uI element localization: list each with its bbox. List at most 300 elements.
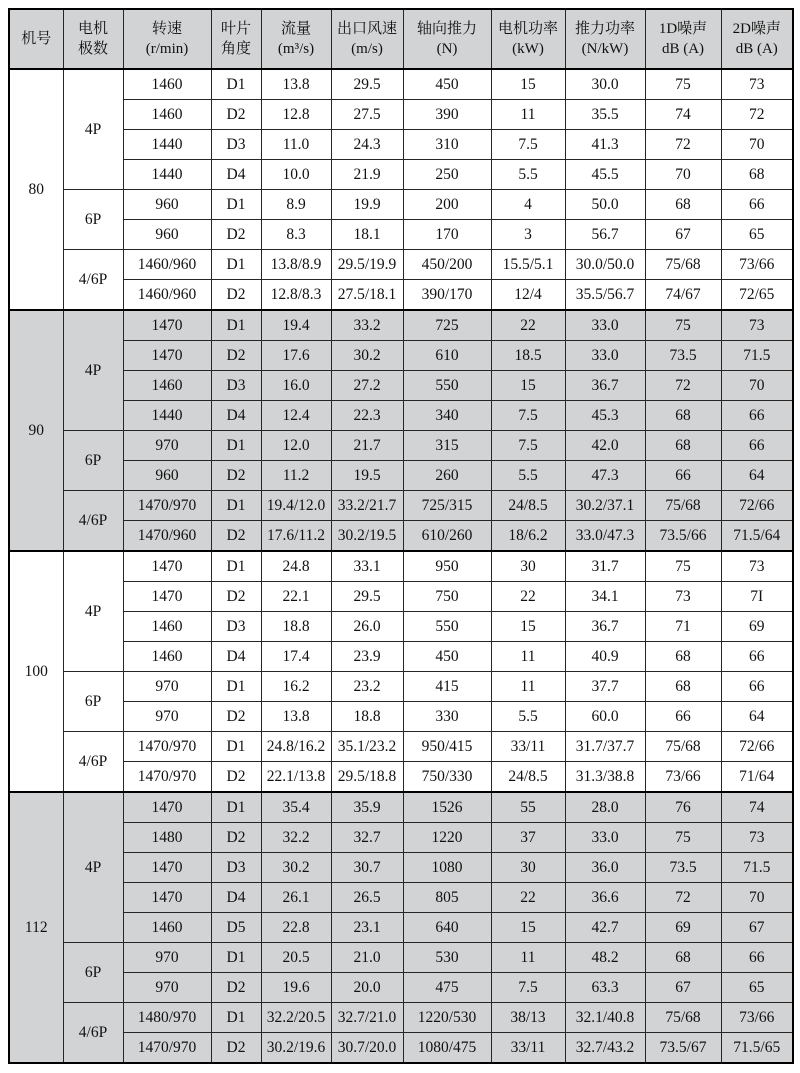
data-cell-noise-1d: 68: [645, 642, 721, 672]
data-cell-flow: 30.2: [261, 853, 331, 883]
data-cell-outlet-velocity: 18.8: [331, 702, 403, 732]
data-cell-outlet-velocity: 35.9: [331, 792, 403, 823]
data-cell-blade-angle: D3: [211, 853, 261, 883]
data-cell-noise-1d: 75: [645, 551, 721, 582]
section-machine-100: [9, 551, 793, 792]
data-cell-flow: 20.5: [261, 943, 331, 973]
data-cell-flow: 10.0: [261, 160, 331, 190]
data-cell-flow: 16.0: [261, 371, 331, 401]
table-row: [9, 461, 793, 491]
data-cell-noise-2d: 64: [721, 702, 793, 732]
data-cell-flow: 12.8: [261, 100, 331, 130]
machine-number-cell: 100: [9, 551, 63, 792]
data-cell-speed: 960: [123, 461, 211, 491]
data-cell-flow: 19.4/12.0: [261, 491, 331, 521]
table-row: [9, 582, 793, 612]
data-cell-blade-angle: D2: [211, 341, 261, 371]
data-cell-flow: 8.9: [261, 190, 331, 220]
table-row: [9, 853, 793, 883]
data-cell-thrust-power: 47.3: [565, 461, 645, 491]
data-cell-noise-1d: 72: [645, 371, 721, 401]
table-row: [9, 160, 793, 190]
data-cell-blade-angle: D1: [211, 491, 261, 521]
data-cell-noise-1d: 73.5/66: [645, 521, 721, 552]
data-cell-speed: 1460: [123, 913, 211, 943]
section-machine-90: [9, 310, 793, 551]
data-cell-noise-1d: 66: [645, 702, 721, 732]
data-cell-noise-1d: 74: [645, 100, 721, 130]
data-cell-flow: 19.6: [261, 973, 331, 1003]
data-cell-speed: 1460: [123, 100, 211, 130]
data-cell-blade-angle: D1: [211, 672, 261, 702]
data-cell-axial-thrust: 250: [403, 160, 491, 190]
data-cell-blade-angle: D2: [211, 582, 261, 612]
data-cell-blade-angle: D2: [211, 220, 261, 250]
data-cell-axial-thrust: 200: [403, 190, 491, 220]
data-cell-motor-power: 5.5: [491, 160, 565, 190]
data-cell-noise-2d: 70: [721, 883, 793, 913]
table-row: [9, 341, 793, 371]
data-cell-thrust-power: 42.0: [565, 431, 645, 461]
data-cell-flow: 17.6/11.2: [261, 521, 331, 552]
data-cell-axial-thrust: 330: [403, 702, 491, 732]
data-cell-noise-2d: 71.5: [721, 341, 793, 371]
data-cell-thrust-power: 35.5: [565, 100, 645, 130]
col-header-motor-poles: 电机 极数: [63, 9, 123, 69]
data-cell-flow: 24.8/16.2: [261, 732, 331, 762]
data-cell-axial-thrust: 1080/475: [403, 1033, 491, 1064]
data-cell-thrust-power: 56.7: [565, 220, 645, 250]
data-cell-noise-1d: 76: [645, 792, 721, 823]
table-row: [9, 521, 793, 552]
data-cell-thrust-power: 31.7: [565, 551, 645, 582]
data-cell-noise-2d: 71.5/65: [721, 1033, 793, 1064]
data-cell-flow: 19.4: [261, 310, 331, 341]
data-cell-axial-thrust: 1220/530: [403, 1003, 491, 1033]
data-cell-noise-2d: 73: [721, 551, 793, 582]
data-cell-flow: 22.8: [261, 913, 331, 943]
data-cell-thrust-power: 32.1/40.8: [565, 1003, 645, 1033]
data-cell-outlet-velocity: 21.7: [331, 431, 403, 461]
data-cell-thrust-power: 60.0: [565, 702, 645, 732]
motor-poles-cell: 4P: [63, 551, 123, 672]
table-row: [9, 310, 793, 341]
data-cell-outlet-velocity: 19.5: [331, 461, 403, 491]
data-cell-speed: 1440: [123, 130, 211, 160]
data-cell-thrust-power: 30.0: [565, 69, 645, 100]
data-cell-axial-thrust: 390: [403, 100, 491, 130]
data-cell-speed: 1470: [123, 551, 211, 582]
data-cell-speed: 1470/960: [123, 521, 211, 552]
data-cell-speed: 1460/960: [123, 250, 211, 280]
data-cell-blade-angle: D1: [211, 551, 261, 582]
data-cell-axial-thrust: 450/200: [403, 250, 491, 280]
data-cell-noise-1d: 75: [645, 310, 721, 341]
section-machine-112: [9, 792, 793, 1063]
data-cell-motor-power: 7.5: [491, 973, 565, 1003]
data-cell-blade-angle: D2: [211, 280, 261, 311]
data-cell-speed: 1460: [123, 69, 211, 100]
table-row: [9, 702, 793, 732]
col-header-axial-thrust: 轴向推力 (N): [403, 9, 491, 69]
data-cell-noise-2d: 66: [721, 190, 793, 220]
data-cell-flow: 16.2: [261, 672, 331, 702]
data-cell-noise-1d: 73.5: [645, 341, 721, 371]
data-cell-thrust-power: 35.5/56.7: [565, 280, 645, 311]
data-cell-motor-power: 22: [491, 582, 565, 612]
data-cell-noise-1d: 75/68: [645, 250, 721, 280]
data-cell-speed: 970: [123, 973, 211, 1003]
data-cell-outlet-velocity: 27.5/18.1: [331, 280, 403, 311]
machine-number-cell: 80: [9, 69, 63, 310]
data-cell-outlet-velocity: 32.7: [331, 823, 403, 853]
machine-number-cell: 112: [9, 792, 63, 1063]
data-cell-axial-thrust: 1080: [403, 853, 491, 883]
data-cell-outlet-velocity: 29.5: [331, 69, 403, 100]
data-cell-noise-2d: 72/66: [721, 732, 793, 762]
data-cell-thrust-power: 36.6: [565, 883, 645, 913]
data-cell-thrust-power: 28.0: [565, 792, 645, 823]
data-cell-motor-power: 33/11: [491, 1033, 565, 1064]
data-cell-axial-thrust: 340: [403, 401, 491, 431]
data-cell-axial-thrust: 550: [403, 612, 491, 642]
data-cell-speed: 970: [123, 943, 211, 973]
data-cell-flow: 17.6: [261, 341, 331, 371]
col-header-noise-2d: 2D噪声 dB (A): [721, 9, 793, 69]
data-cell-noise-1d: 74/67: [645, 280, 721, 311]
data-cell-outlet-velocity: 18.1: [331, 220, 403, 250]
col-header-blade-angle: 叶片 角度: [211, 9, 261, 69]
data-cell-motor-power: 24/8.5: [491, 491, 565, 521]
data-cell-axial-thrust: 475: [403, 973, 491, 1003]
data-cell-axial-thrust: 450: [403, 69, 491, 100]
data-cell-thrust-power: 33.0/47.3: [565, 521, 645, 552]
data-cell-flow: 13.8/8.9: [261, 250, 331, 280]
data-cell-motor-power: 7.5: [491, 130, 565, 160]
data-cell-flow: 13.8: [261, 702, 331, 732]
data-cell-motor-power: 7.5: [491, 401, 565, 431]
data-cell-speed: 1470/970: [123, 491, 211, 521]
data-cell-axial-thrust: 950/415: [403, 732, 491, 762]
data-cell-noise-1d: 73/66: [645, 762, 721, 793]
motor-poles-cell: 6P: [63, 190, 123, 250]
data-cell-noise-1d: 70: [645, 160, 721, 190]
data-cell-noise-2d: 71.5: [721, 853, 793, 883]
data-cell-speed: 1460: [123, 371, 211, 401]
data-cell-flow: 12.8/8.3: [261, 280, 331, 311]
data-cell-motor-power: 5.5: [491, 461, 565, 491]
data-cell-flow: 35.4: [261, 792, 331, 823]
data-cell-axial-thrust: 1526: [403, 792, 491, 823]
data-cell-outlet-velocity: 20.0: [331, 973, 403, 1003]
table-row: [9, 732, 793, 762]
table-row: [9, 190, 793, 220]
data-cell-speed: 1470: [123, 853, 211, 883]
data-cell-speed: 1440: [123, 160, 211, 190]
motor-poles-cell: 4P: [63, 69, 123, 190]
data-cell-flow: 12.0: [261, 431, 331, 461]
col-header-noise-1d: 1D噪声 dB (A): [645, 9, 721, 69]
data-cell-axial-thrust: 750: [403, 582, 491, 612]
data-cell-speed: 1480/970: [123, 1003, 211, 1033]
data-cell-noise-1d: 66: [645, 461, 721, 491]
data-cell-blade-angle: D2: [211, 1033, 261, 1064]
data-cell-blade-angle: D3: [211, 371, 261, 401]
data-cell-speed: 1470: [123, 310, 211, 341]
data-cell-speed: 1470: [123, 341, 211, 371]
data-cell-blade-angle: D2: [211, 823, 261, 853]
data-cell-outlet-velocity: 27.2: [331, 371, 403, 401]
data-cell-thrust-power: 36.0: [565, 853, 645, 883]
table-row: [9, 1003, 793, 1033]
data-cell-blade-angle: D4: [211, 642, 261, 672]
data-cell-blade-angle: D4: [211, 883, 261, 913]
motor-poles-cell: 4/6P: [63, 250, 123, 311]
data-cell-blade-angle: D2: [211, 100, 261, 130]
data-cell-thrust-power: 33.0: [565, 341, 645, 371]
data-cell-motor-power: 22: [491, 883, 565, 913]
data-cell-axial-thrust: 805: [403, 883, 491, 913]
motor-poles-cell: 6P: [63, 672, 123, 732]
data-cell-motor-power: 11: [491, 672, 565, 702]
table-row: [9, 642, 793, 672]
data-cell-noise-1d: 71: [645, 612, 721, 642]
data-cell-thrust-power: 36.7: [565, 612, 645, 642]
data-cell-flow: 11.2: [261, 461, 331, 491]
data-cell-flow: 26.1: [261, 883, 331, 913]
data-cell-outlet-velocity: 33.2: [331, 310, 403, 341]
motor-poles-cell: 6P: [63, 943, 123, 1003]
data-cell-flow: 32.2: [261, 823, 331, 853]
data-cell-axial-thrust: 530: [403, 943, 491, 973]
data-cell-motor-power: 4: [491, 190, 565, 220]
data-cell-thrust-power: 37.7: [565, 672, 645, 702]
data-cell-thrust-power: 36.7: [565, 371, 645, 401]
motor-poles-cell: 4P: [63, 310, 123, 431]
data-cell-motor-power: 15: [491, 612, 565, 642]
data-cell-motor-power: 30: [491, 551, 565, 582]
data-cell-thrust-power: 48.2: [565, 943, 645, 973]
data-cell-flow: 11.0: [261, 130, 331, 160]
table-row: [9, 100, 793, 130]
data-cell-thrust-power: 33.0: [565, 823, 645, 853]
data-cell-outlet-velocity: 24.3: [331, 130, 403, 160]
data-cell-speed: 1470: [123, 883, 211, 913]
data-cell-axial-thrust: 610: [403, 341, 491, 371]
table-row: [9, 69, 793, 100]
data-cell-motor-power: 18.5: [491, 341, 565, 371]
table-row: [9, 943, 793, 973]
data-cell-axial-thrust: 725: [403, 310, 491, 341]
data-cell-motor-power: 3: [491, 220, 565, 250]
data-cell-blade-angle: D1: [211, 250, 261, 280]
data-cell-blade-angle: D2: [211, 973, 261, 1003]
data-cell-thrust-power: 31.7/37.7: [565, 732, 645, 762]
data-cell-motor-power: 5.5: [491, 702, 565, 732]
data-cell-speed: 1470/970: [123, 762, 211, 793]
data-cell-blade-angle: D1: [211, 310, 261, 341]
data-cell-blade-angle: D2: [211, 461, 261, 491]
col-header-motor-power: 电机功率 (kW): [491, 9, 565, 69]
data-cell-noise-2d: 72/66: [721, 491, 793, 521]
data-cell-axial-thrust: 315: [403, 431, 491, 461]
data-cell-outlet-velocity: 29.5/19.9: [331, 250, 403, 280]
data-cell-outlet-velocity: 35.1/23.2: [331, 732, 403, 762]
data-cell-blade-angle: D2: [211, 762, 261, 793]
data-cell-blade-angle: D1: [211, 69, 261, 100]
data-cell-noise-2d: 70: [721, 130, 793, 160]
data-cell-axial-thrust: 725/315: [403, 491, 491, 521]
data-cell-motor-power: 30: [491, 853, 565, 883]
data-cell-motor-power: 33/11: [491, 732, 565, 762]
col-header-outlet-velocity: 出口风速 (m/s): [331, 9, 403, 69]
table-row: [9, 792, 793, 823]
data-cell-thrust-power: 30.2/37.1: [565, 491, 645, 521]
data-cell-speed: 1480: [123, 823, 211, 853]
data-cell-noise-2d: 64: [721, 461, 793, 491]
data-cell-outlet-velocity: 26.0: [331, 612, 403, 642]
data-cell-blade-angle: D1: [211, 943, 261, 973]
table-row: [9, 612, 793, 642]
data-cell-motor-power: 15: [491, 371, 565, 401]
table-row: [9, 762, 793, 793]
data-cell-noise-1d: 73: [645, 582, 721, 612]
data-cell-outlet-velocity: 30.2: [331, 341, 403, 371]
data-cell-noise-2d: 7I: [721, 582, 793, 612]
data-cell-flow: 32.2/20.5: [261, 1003, 331, 1033]
data-cell-blade-angle: D2: [211, 702, 261, 732]
data-cell-thrust-power: 30.0/50.0: [565, 250, 645, 280]
data-cell-axial-thrust: 950: [403, 551, 491, 582]
data-cell-speed: 970: [123, 431, 211, 461]
table-row: [9, 823, 793, 853]
data-cell-axial-thrust: 170: [403, 220, 491, 250]
data-cell-noise-2d: 72/65: [721, 280, 793, 311]
data-cell-noise-1d: 75: [645, 69, 721, 100]
data-cell-axial-thrust: 310: [403, 130, 491, 160]
data-cell-noise-1d: 68: [645, 672, 721, 702]
data-cell-noise-2d: 65: [721, 220, 793, 250]
data-cell-noise-2d: 73: [721, 69, 793, 100]
data-cell-outlet-velocity: 30.2/19.5: [331, 521, 403, 552]
table-row: [9, 371, 793, 401]
data-cell-blade-angle: D1: [211, 1003, 261, 1033]
data-cell-outlet-velocity: 22.3: [331, 401, 403, 431]
data-cell-axial-thrust: 640: [403, 913, 491, 943]
data-cell-speed: 970: [123, 702, 211, 732]
data-cell-motor-power: 55: [491, 792, 565, 823]
data-cell-motor-power: 11: [491, 642, 565, 672]
data-cell-noise-1d: 73.5/67: [645, 1033, 721, 1064]
data-cell-speed: 970: [123, 672, 211, 702]
table-row: [9, 1033, 793, 1064]
data-cell-thrust-power: 45.3: [565, 401, 645, 431]
data-cell-noise-1d: 75/68: [645, 1003, 721, 1033]
data-cell-motor-power: 18/6.2: [491, 521, 565, 552]
data-cell-noise-2d: 73/66: [721, 1003, 793, 1033]
data-cell-flow: 18.8: [261, 612, 331, 642]
data-cell-motor-power: 24/8.5: [491, 762, 565, 793]
data-cell-motor-power: 37: [491, 823, 565, 853]
data-cell-noise-2d: 66: [721, 672, 793, 702]
section-machine-80: [9, 69, 793, 310]
data-cell-noise-2d: 66: [721, 401, 793, 431]
data-cell-blade-angle: D3: [211, 130, 261, 160]
motor-poles-cell: 4/6P: [63, 491, 123, 552]
data-cell-thrust-power: 50.0: [565, 190, 645, 220]
data-cell-axial-thrust: 415: [403, 672, 491, 702]
data-cell-noise-2d: 73: [721, 310, 793, 341]
data-cell-noise-2d: 66: [721, 943, 793, 973]
motor-poles-cell: 6P: [63, 431, 123, 491]
data-cell-noise-1d: 72: [645, 883, 721, 913]
data-cell-blade-angle: D2: [211, 521, 261, 552]
data-cell-flow: 13.8: [261, 69, 331, 100]
data-cell-flow: 30.2/19.6: [261, 1033, 331, 1064]
data-cell-noise-2d: 67: [721, 913, 793, 943]
data-cell-noise-1d: 75: [645, 823, 721, 853]
data-cell-noise-2d: 71/64: [721, 762, 793, 793]
data-cell-noise-2d: 72: [721, 100, 793, 130]
data-cell-motor-power: 7.5: [491, 431, 565, 461]
data-cell-motor-power: 38/13: [491, 1003, 565, 1033]
data-cell-noise-1d: 68: [645, 431, 721, 461]
data-cell-noise-1d: 75/68: [645, 732, 721, 762]
data-cell-outlet-velocity: 21.9: [331, 160, 403, 190]
data-cell-speed: 1470: [123, 582, 211, 612]
data-cell-speed: 1460/960: [123, 280, 211, 311]
table-row: [9, 250, 793, 280]
data-cell-speed: 1470/970: [123, 1033, 211, 1064]
data-cell-noise-2d: 70: [721, 371, 793, 401]
data-cell-speed: 1460: [123, 642, 211, 672]
data-cell-outlet-velocity: 19.9: [331, 190, 403, 220]
data-cell-noise-1d: 68: [645, 943, 721, 973]
data-cell-speed: 960: [123, 190, 211, 220]
data-cell-flow: 8.3: [261, 220, 331, 250]
data-cell-noise-2d: 73: [721, 823, 793, 853]
data-cell-noise-2d: 74: [721, 792, 793, 823]
data-cell-outlet-velocity: 21.0: [331, 943, 403, 973]
motor-poles-cell: 4/6P: [63, 732, 123, 793]
data-cell-axial-thrust: 750/330: [403, 762, 491, 793]
motor-poles-cell: 4/6P: [63, 1003, 123, 1064]
data-cell-blade-angle: D1: [211, 431, 261, 461]
data-cell-speed: 1440: [123, 401, 211, 431]
data-cell-noise-1d: 68: [645, 401, 721, 431]
table-row: [9, 672, 793, 702]
data-cell-outlet-velocity: 29.5/18.8: [331, 762, 403, 793]
data-cell-noise-2d: 73/66: [721, 250, 793, 280]
data-cell-noise-2d: 66: [721, 431, 793, 461]
motor-poles-cell: 4P: [63, 792, 123, 943]
data-cell-flow: 12.4: [261, 401, 331, 431]
data-cell-outlet-velocity: 33.2/21.7: [331, 491, 403, 521]
data-cell-blade-angle: D4: [211, 160, 261, 190]
data-cell-flow: 22.1: [261, 582, 331, 612]
table-row: [9, 883, 793, 913]
table-row: [9, 431, 793, 461]
data-cell-motor-power: 15: [491, 69, 565, 100]
data-cell-motor-power: 11: [491, 100, 565, 130]
table-row: [9, 130, 793, 160]
table-row: [9, 551, 793, 582]
data-cell-thrust-power: 42.7: [565, 913, 645, 943]
data-cell-outlet-velocity: 26.5: [331, 883, 403, 913]
data-cell-outlet-velocity: 30.7: [331, 853, 403, 883]
data-cell-speed: 960: [123, 220, 211, 250]
data-cell-noise-2d: 69: [721, 612, 793, 642]
